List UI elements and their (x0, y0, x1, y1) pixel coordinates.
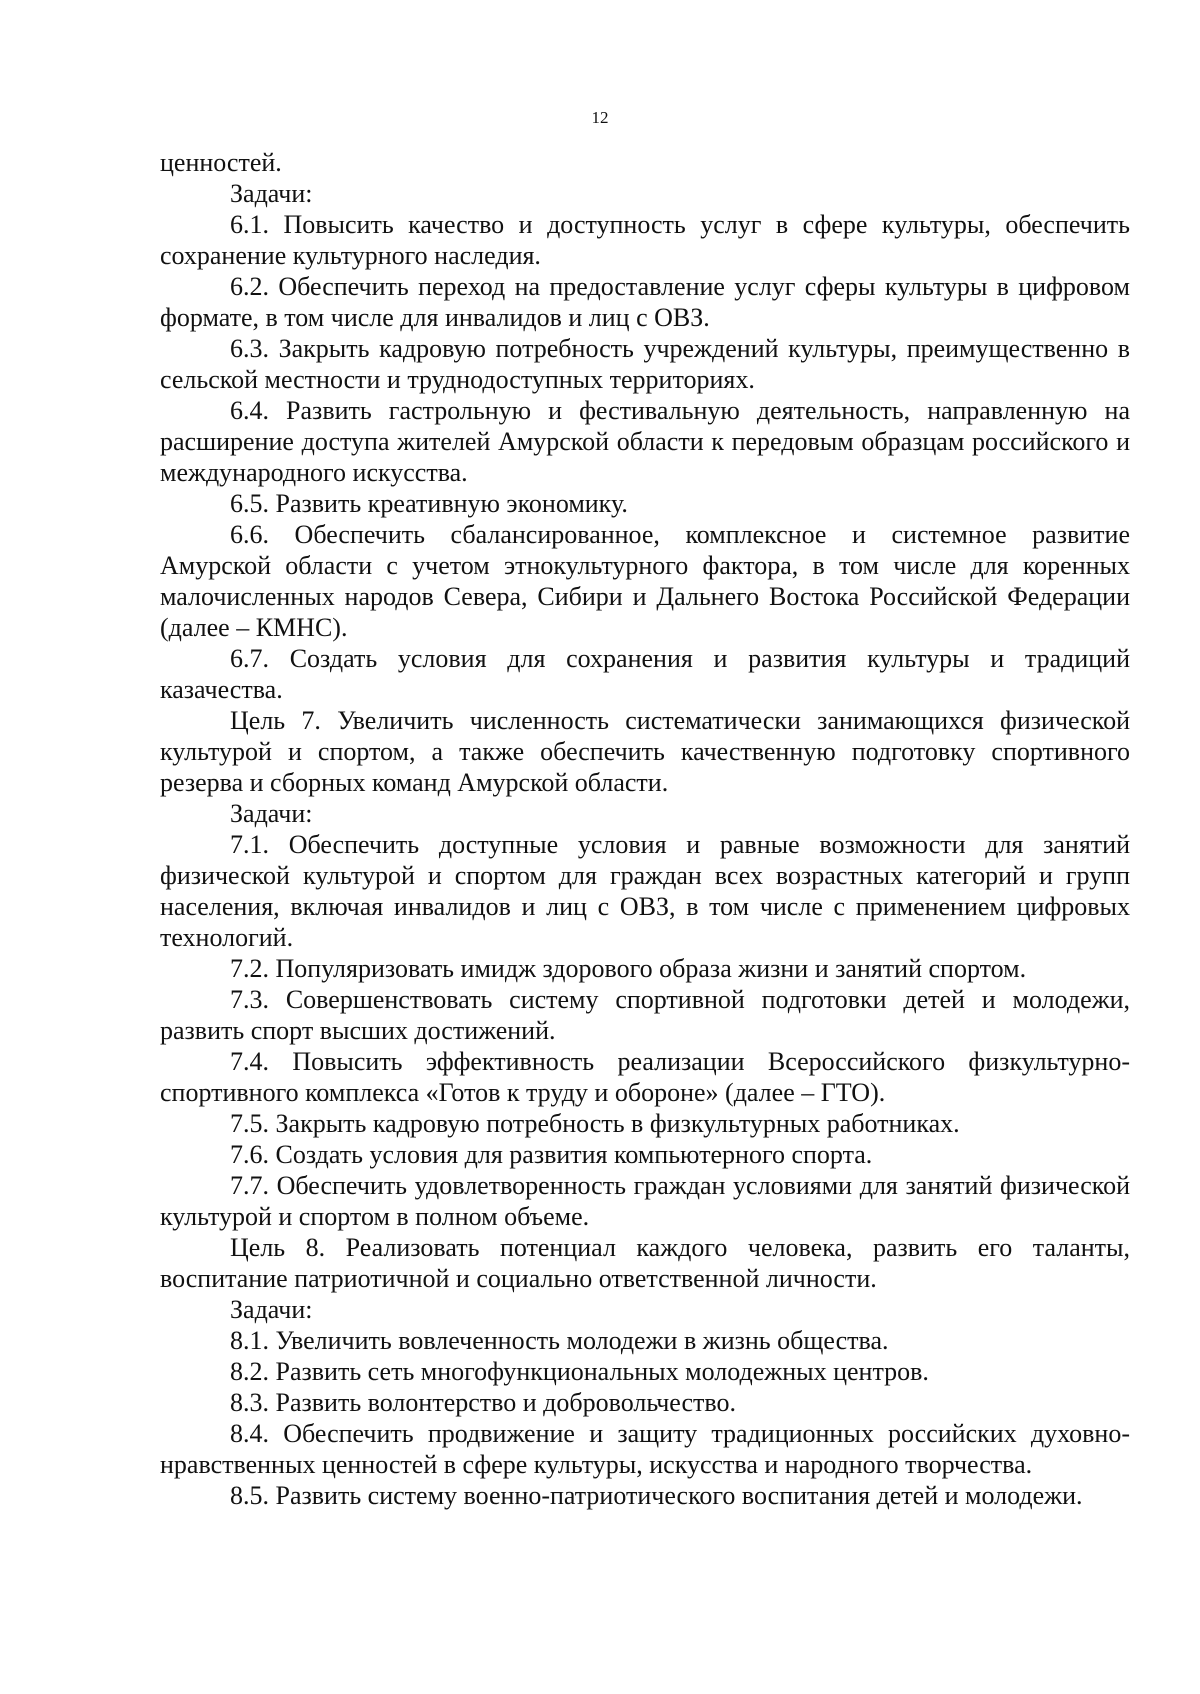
task-7-5: 7.5. Закрыть кадровую потребность в физкультурных работниках. (230, 1109, 960, 1138)
task-6-7: 6.7. Создать условия для сохранения и развития культуры и традиций казачества. (160, 644, 1130, 704)
task-6-2: 6.2. Обеспечить переход на предоставление услуг сферы культуры в цифровом формате, в том числе для инвалидов и лиц с ОВЗ. (160, 272, 1130, 332)
task-8-4: 8.4. Обеспечить продвижение и защиту традиционных российских духовно-нравственных ценностей в сфере культуры, искусства и народного творчества. (160, 1419, 1130, 1479)
tasks-heading: Задачи: (230, 799, 313, 828)
task-7-1: 7.1. Обеспечить доступные условия и равные возможности для занятий физической культурой и спортом для граждан всех возрастных категорий и групп населения, включая инвалидов и лиц с ОВЗ, в том числе с применением цифровых технологий. (160, 830, 1130, 952)
task-7-7: 7.7. Обеспечить удовлетворенность граждан условиями для занятий физической культурой и спортом в полном объеме. (160, 1171, 1130, 1231)
task-6-4: 6.4. Развить гастрольную и фестивальную деятельность, направленную на расширение доступа жителей Амурской области к передовым образцам российского и международного искусства. (160, 396, 1130, 487)
goal-7: Цель 7. Увеличить численность систематически занимающихся физической культурой и спортом, а также обеспечить качественную подготовку спортивного резерва и сборных команд Амурской области. (160, 706, 1130, 797)
tasks-heading: Задачи: (230, 1295, 313, 1324)
task-6-5: 6.5. Развить креативную экономику. (230, 489, 628, 518)
paragraph: ценностей. (160, 148, 282, 177)
document-body (160, 147, 1130, 1511)
task-6-3: 6.3. Закрыть кадровую потребность учреждений культуры, преимущественно в сельской местности и труднодоступных территориях. (160, 334, 1130, 394)
task-8-5: 8.5. Развить систему военно-патриотического воспитания детей и молодежи. (230, 1481, 1083, 1510)
task-6-1: 6.1. Повысить качество и доступность услуг в сфере культуры, обеспечить сохранение культурного наследия. (160, 210, 1130, 270)
goal-8: Цель 8. Реализовать потенциал каждого человека, развить его таланты, воспитание патриотичной и социально ответственной личности. (160, 1233, 1130, 1293)
task-8-1: 8.1. Увеличить вовлеченность молодежи в жизнь общества. (230, 1326, 889, 1355)
tasks-heading: Задачи: (230, 179, 313, 208)
page-number: 12 (591, 108, 609, 127)
task-6-6: 6.6. Обеспечить сбалансированное, комплексное и системное развитие Амурской области с учетом этнокультурного фактора, в том числе для коренных малочисленных народов Севера, Сибири и Дальнего Востока Российской Федерации (далее – КМНС). (160, 520, 1130, 642)
task-8-2: 8.2. Развить сеть многофункциональных молодежных центров. (230, 1357, 929, 1386)
task-7-3: 7.3. Совершенствовать систему спортивной подготовки детей и молодежи, развить спорт высших достижений. (160, 985, 1130, 1045)
task-8-3: 8.3. Развить волонтерство и добровольчество. (230, 1388, 736, 1417)
task-7-4: 7.4. Повысить эффективность реализации Всероссийского физкультурно-спортивного комплекса «Готов к труду и обороне» (далее – ГТО). (160, 1047, 1130, 1107)
task-7-2: 7.2. Популяризовать имидж здорового образа жизни и занятий спортом. (230, 954, 1027, 983)
task-7-6: 7.6. Создать условия для развития компьютерного спорта. (230, 1140, 873, 1169)
